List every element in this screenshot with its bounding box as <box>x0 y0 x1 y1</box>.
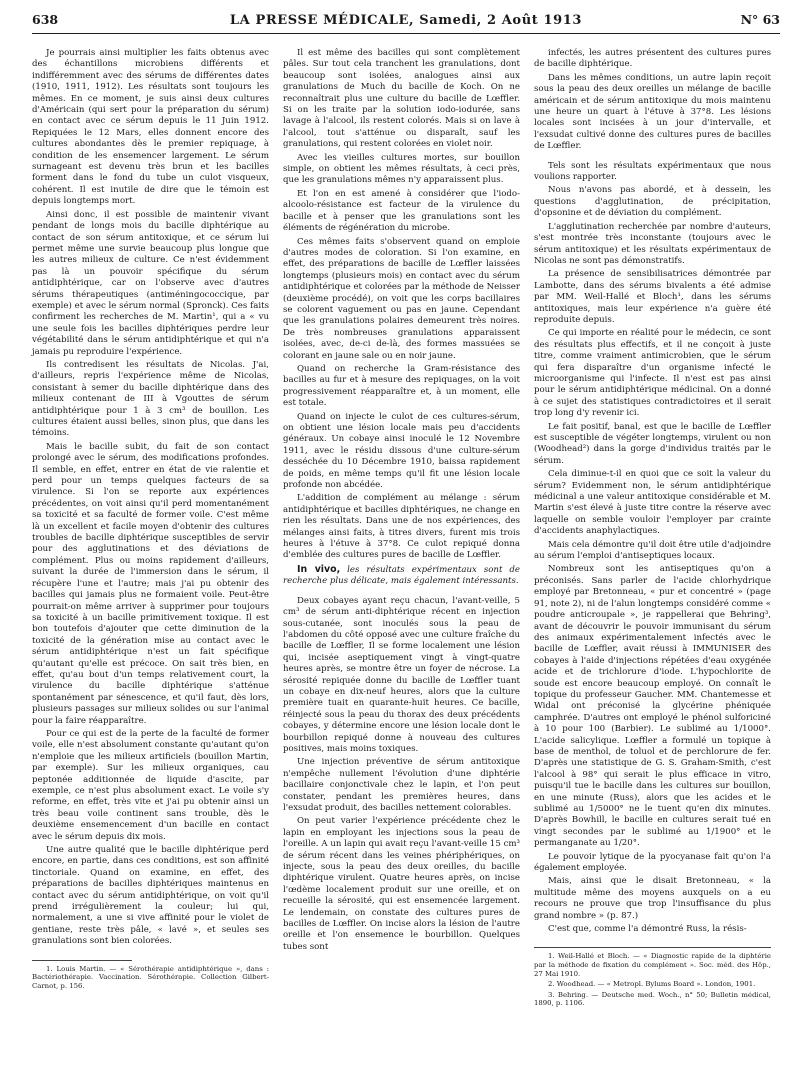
paragraph: L'agglutination recherchée par nombre d'auteurs, s'est montrée très inconstante (toujours avec le sérum antitoxique) et les résultats expérimentaux de Nicolas ne sont pas démonstratifs. <box>534 221 771 266</box>
footnotes <box>534 947 771 1008</box>
paragraph: Nombreux sont les antiseptiques qu'on a préconisés. Sans parler de l'acide chlorhydrique employé par Bretonneau, « pur et concentré » (page 91, note 2), ni de l'alun longtemps considéré comme « poudre anticroupale », je rappellerai que Behring³, avant de découvrir le pouvoir immunisant du sérum des animaux expérimentalement infectés avec le bacille de Lœffler, avait réussi à IMMUNISER des cobayes à l'aide d'injections répétées d'eau oxygénée acide et de trichlorure d'iode. L'hypochlorite de soude est encore beaucoup employé. On connaît le topique du professeur Gaucher. MM. Chantemesse et Widal ont préconisé la glycérine phéniquée camphrée. D'autres ont employé le phénol sulforiciné à 10 pour 100 (Barbier). Le sublimé au 1/1000°. L'acide salicylique. Lœffler a formulé un topique à base de menthol, de toluol et de perchlorure de fer. D'après une statistique de G. S. Graham-Smith, c'est l'alcool à 98° qui serait le plus efficace in vitro, puisqu'il tue le bacille dans les cultures sur bouillon, en une minute (Russ), alors que les acides et le sublimé au 1/5000° ne le tuent qu'en dix minutes. D'après Bowhill, le bacille en cultures serait tué en vingt secondes par le sublimé au 1/1900° et le permanganate au 1/20°. <box>534 564 771 849</box>
paragraph: Le pouvoir lytique de la pyocyanase fait qu'on l'a également employée. <box>534 851 771 874</box>
paragraph: L'addition de complément au mélange : sérum antidiphtérique et bacilles diphtériques, ne change en rien les résultats. Dans une de nos expériences, des mélanges ainsi faits, à titres divers, furent mis trois heures à l'étuve à 37°8. Ce culot repiqué donna d'emblée des cultures pures de bacille de Lœffler. <box>283 493 520 561</box>
paragraph: Mais, ainsi que le disait Bretonneau, « la multitude même des moyens auxquels on a eu recours ne prouve que trop l'insuffisance du plus grand nombre » (p. 87.) <box>534 876 771 921</box>
paragraph: Une injection préventive de sérum antitoxique n'empêche nullement l'évolution d'une diphtérie bacillaire conjonctivale chez le lapin, et l'on peut constater, pendant les premières heures, dans l'exsudat produit, des bacilles nettement colorables. <box>283 757 520 813</box>
journal-title: LA PRESSE MÉDICALE, Samedi, 2 Août 1913 <box>229 13 583 28</box>
column-left <box>32 48 269 1008</box>
paragraph: Mais le bacille subit, du fait de son contact prolongé avec le sérum, des modifications profondes. Il semble, en effet, entrer en état de vie ralentie et perd pour un temps quelques facteurs de sa virulence. Si l'on se reporte aux expériences précédentes, on voit ainsi qu'il perd momentanément sa toxicité et sa faculté de former voile. C'est même là un excellent et facile moyen d'obtenir des cultures troubles de bacille diphtérique susceptibles de servir pour des agglutinations et des déviations de complément. Plus ou moins rapidement d'ailleurs, suivant la durée de l'immersion dans le sérum, il récupère l'une et l'autre; mais j'ai pu obtenir des bacilles qui jamais plus ne formaient voile. Peut-être pourrait-on même arriver à supprimer pour toujours sa toxicité à un bacille primitivement toxique. Il est bon toutefois d'ajouter que cette diminution de la toxicité de la génération mise au contact avec le sérum antidiphtérique n'est un fait spécifique qu'autant qu'elle est précoce. On sait très bien, en effet, qu'au bout d'un temps relativement court, la virulence du bacille diphtérique s'atténue spontanément par sénescence, et qu'il faut, dès lors, plusieurs passages sur milieux solides ou sur l'animal pour la faire réapparaître. <box>32 441 269 726</box>
paragraph: La présence de sensibilisatrices démontrée par Lambotte, dans des sérums bivalents a été admise par MM. Weil-Hallé et Bloch¹, dans les sérums antitoxiques, mais leur expérience n'a guère été reproduite depuis. <box>534 269 771 325</box>
issue-number: N° 63 <box>740 12 780 27</box>
column-middle <box>283 48 520 1008</box>
paragraph-in-vivo <box>283 564 520 588</box>
paragraph: Ces mêmes faits s'observent quand on emploie d'autres modes de coloration. Si l'on examine, en effet, des préparations de bacille de Lœffler laissées longtemps (plusieurs mois) en contact avec du sérum antidiphtérique et colorées par la méthode de Neisser (deuxième procédé), on voit que les corps bacillaires se colorent vaguement ou pas en jaune. Cependant que les granulations polaires demeurent très noires. De très nombreuses granulations apparaissent isolées, avec, de-ci de-là, des formes massuées se colorant en jaune sale ou en noir jaune. <box>283 236 520 361</box>
paragraph: Dans les mêmes conditions, un autre lapin reçoit sous la peau des deux oreilles un mélange de bacille américain et de sérum antitoxique du mois maintenu une heure un quart à l'étuve à 37°8. Les lésions locales sont incisées à un jour d'intervalle, et l'exsudat cultivé donne des cultures pures de bacilles de Lœffler. <box>534 72 771 152</box>
paragraph: C'est que, comme l'a démontré Russ, la résis- <box>548 924 747 935</box>
paragraph: Avec les vieilles cultures mortes, sur bouillon simple, on obtient les mêmes résultats, à ceci près, que les granulations mêmes n'y apparaissent plus. <box>283 152 520 186</box>
article-columns <box>32 48 780 1008</box>
paragraph: Le fait positif, banal, est que le bacille de Lœffler est susceptible de végéter longtemps, virulent ou non (Woodhead²) dans la gorge d'individus traités par le sérum. <box>534 421 771 466</box>
page-number: 638 <box>32 12 59 27</box>
section-lead: In vivo, <box>297 563 341 575</box>
paragraph: Cela diminue-t-il en quoi que ce soit la valeur du sérum? Evidemment non, le sérum antidiphtérique médicinal a une valeur antitoxique considérable et M. Martin s'est élevé à juste titre contre la réserve avec laquelle on semble vouloir l'employer par crainte d'accidents anaphylactiques. <box>534 469 771 537</box>
running-header <box>32 12 780 34</box>
paragraph: infectés, les autres présentent des cultures pures de bacille diphtérique. <box>534 48 771 70</box>
paragraph: Et l'on en est amené à considérer que l'iodo-alcoolo-résistance est facteur de la virulence du bacille et à penser que les granulations sont les éléments de régénération du microbe. <box>283 188 520 234</box>
paragraph: Mais cela démontre qu'il doit être utile d'adjoindre au sérum l'emploi d'antiseptiques locaux. <box>534 539 771 562</box>
paragraph: Tels sont les résultats expérimentaux que nous voulions rapporter. <box>534 160 771 183</box>
section-lead-text: les résultats expérimentaux sont de recherche plus délicate, mais également intéressants. <box>283 564 520 587</box>
paragraph: On peut varier l'expérience précédente chez le lapin en employant les injections sous la peau de l'oreille. A un lapin qui avait reçu l'avant-veille 15 cm³ de sérum récent dans les veines phériphériques, on injecte, sous la peau des deux oreilles, du bacille diphtérique virulent. Quatre heures après, on incise l'œdème localement produit sur une oreille, et on recueille la sérosité, qui est ensemencée largement. Le lendemain, on constate des cultures pures de bacilles de Lœffler. On incise alors la lésion de l'autre oreille et l'on ensemence le bourbillon. Quelques tubes sont <box>283 816 520 952</box>
paragraph: Pour ce qui est de la perte de la faculté de former voile, elle n'est absolument constante qu'autant qu'on n'emploie que les milieux artificiels (bouillon Martin, par exemple). Sur les milieux organiques, cau peptonée additionnée de liquide d'ascite, par exemple, ce n'est plus absolument exact. Le voile s'y reforme, en effet, très vite et j'ai pu obtenir ainsi un très beau voile continent sans trouble, dès le deuxième ensemencement d'un bacille en contact avec le sérum depuis dix mois. <box>32 728 269 842</box>
footnote: 1. Louis Martin. — « Sérothérapie antidiphtérique », dans : Bactériothérapie. Vaccination. Sérothérapie. Collection Gilbert-Carnot, p. 156. <box>32 964 269 990</box>
column-right <box>534 48 771 1008</box>
paragraph: Une autre qualité que le bacille diphtérique perd encore, en partie, dans ces conditions, est son affinité tinctoriale. Quand on examine, en effet, des préparations de bacilles diphtériques maintenus en contact avec du sérum antidiphtérique, on voit qu'il prend irrégulièrement la couleur; lui qui, normalement, a une si vive affinité pour le violet de gentiane, reste très pâle, « lavé », et seules ses granulations sont bien colorées. <box>32 845 269 947</box>
paragraph: Quand on injecte le culot de ces cultures-sérum, on obtient une lésion locale mais peu d'accidents généraux. Un cobaye ainsi inoculé le 12 Novembre 1911, avec le résidu dissous d'une culture-sérum desséchée du 10 Décembre 1910, baissa rapidement de poids, en même temps qu'il fit une lésion locale profonde non abcédée. <box>283 411 520 491</box>
footnote: 3. Behring. — Deutsche med. Woch., n° 50; Bulletin médical, 1890, p. 1106. <box>534 990 771 1008</box>
footnote: 1. Weil-Hallé et Bloch. — « Diagnostic rapide de la diphtérie par la méthode de fixation du complément ». Soc. méd. des Hôp., 27 Mai 1910. <box>534 952 771 978</box>
paragraph: Quand on recherche la Gram-résistance des bacilles au fur et à mesure des repiquages, on la voit progressivement réapparaître et, à un moment, elle est totale. <box>283 363 520 409</box>
paragraph: Deux cobayes ayant reçu chacun, l'avant-veille, 5 cm³ de sérum anti-diphtérique récent en injection sous-cutanée, sont inoculés sous la peau de l'abdomen du côté opposé avec une culture fraîche du bacille de Lœffler, Il se forme localement une lésion qui, incisée aseptiquement vingt à vingt-quatre heures après, se montre être un foyer de nécrose. La sérosité repiquée donne du bacille de Lœffler tuant un cobaye en dix-neuf heures, alors que la culture première tuait en quarante-huit heures. Ce bacille, réinjecté sous la peau du thorax des deux précédents cobayes, y détermine encore une lésion locale dont le bourbillon repiqué donne à nouveau des cultures positives, mais moins toxiques. <box>283 595 520 754</box>
footnotes <box>32 960 269 991</box>
paragraph: Ce qui importe en réalité pour le médecin, ce sont des résultats plus effectifs, et il ne conçoit à juste titre, comme vraiment antimicrobien, que le sérum qui fera disparaître d'un organisme infecté le microorganisme qui l'infecte. Il n'est est pas ainsi pour le sérum antidiphtérique médicinal. On a donné à ce sujet des statistiques contradictoires et il serait trop long d'y revenir ici. <box>534 328 771 419</box>
paragraph: Ainsi donc, il est possible de maintenir vivant pendant de longs mois du bacille diphtérique au contact de son sérum antitoxique, et ce sérum lui permet même une survie beaucoup plus longue que les autres milieux de culture. Ce n'est évidemment pas là un pouvoir spécifique du sérum antidiphtérique, car on l'observe avec d'autres sérums thérapeutiques (antiméningococcique, par exemple) et avec le sérum normal (Spronck). Ces faits confirment les recherches de M. Martin¹, qui a « vu une seule fois les bacilles diphtériques perdre leur végétabilité dans le sérum antidiphtérique et qui n'a jamais pu reproduire l'expérience. <box>32 209 269 357</box>
paragraph: Je pourrais ainsi multiplier les faits obtenus avec des échantillons microbiens différents et indifféremment avec des sérums de différentes dates (1910, 1911, 1912). Les résultats sont toujours les mêmes. En ce moment, je suis ainsi deux cultures d'Américain (qui sert pour la préparation du sérum) en contact avec ce sérum depuis le 11 Juin 1912. Repiquées le 12 Mars, elles donnent encore des cultures abondantes dès le premier repiquage, à condition de les ensemencer largement. Le sérum surnageant est devenu très brun et les bacilles forment dans le fond du tube un culot visqueux, cohérent. Il est inutile de dire que le témoin est depuis longtemps mort. <box>32 48 269 207</box>
footnote: 2. Woodhead. — « Metropl. Bylums Board ». London, 1901. <box>548 980 756 989</box>
paragraph: Il est même des bacilles qui sont complètement pâles. Sur tout cela tranchent les granulations, dont beaucoup sont isolées, analogues ainsi aux granulations de Much du bacille de Koch. On ne reconnaîtrait plus une culture du bacille de Lœffler. Si on les traite par la solution iodo-iodurée, sans lavage à l'alcool, ils restent colorés. Mais si on lave à l'alcool, tout s'atténue ou disparaît, sauf les granulations, qui restent colorées en violet noir. <box>283 48 520 150</box>
paragraph: Nous n'avons pas abordé, et à dessein, les questions d'agglutination, de précipitation, d'opsonine et de déviation du complément. <box>534 185 771 219</box>
paragraph: Ils contredisent les résultats de Nicolas. J'ai, d'ailleurs, repris l'expérience même de Nicolas, consistant à semer du bacille diphtérique dans des milieux contenant de III à Vgouttes de sérum antidiphtérique pour 1 à 3 cm³ de bouillon. Les cultures étaient aussi belles, sinon plus, que dans les témoins. <box>32 359 269 439</box>
